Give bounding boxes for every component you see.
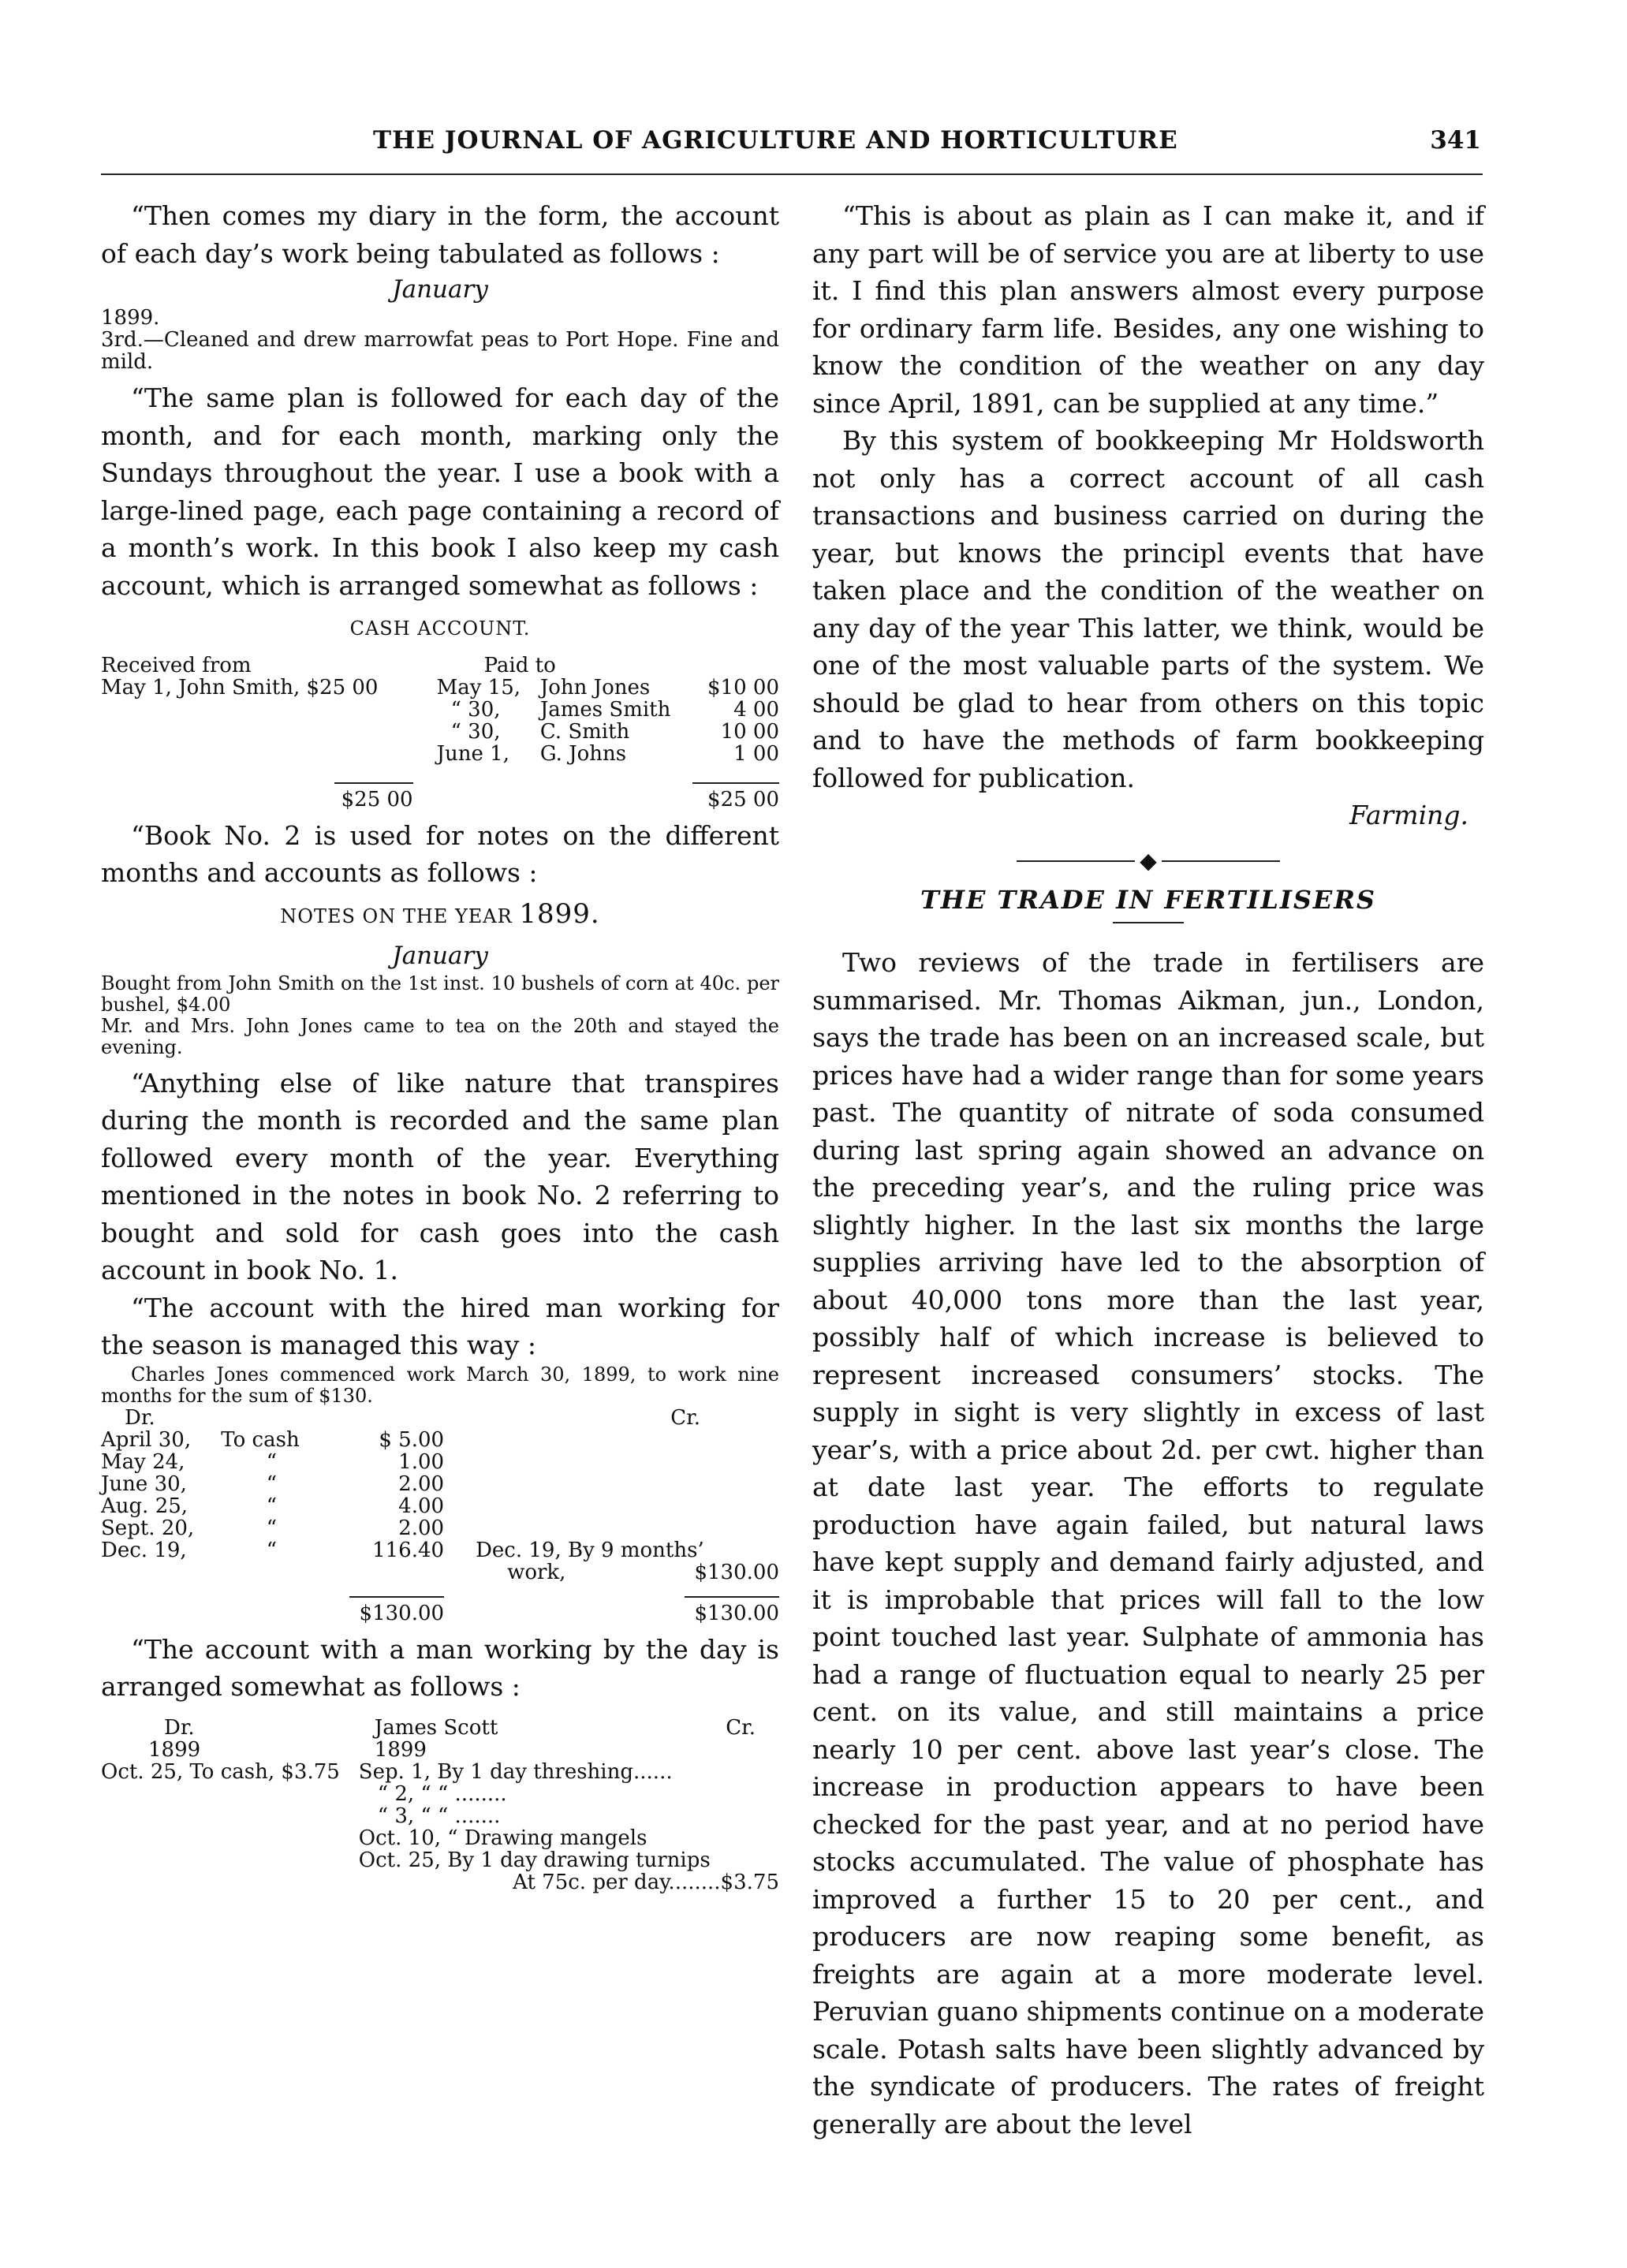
hired-credit-line: Dec. 19, By 9 months’	[476, 1538, 704, 1562]
note-entry: Bought from John Smith on the 1st inst. 10 bushels of corn at 40c. per bushel, $4.00	[101, 972, 779, 1016]
hired-amount: $ 5.00	[379, 1427, 445, 1452]
received-header: Received from	[101, 653, 252, 677]
received-entry: May 1, John Smith, $25 00	[101, 675, 379, 699]
paid-date: May 15,	[436, 675, 521, 699]
paid-name: John Jones	[539, 675, 651, 699]
total-received: $25 00	[334, 782, 413, 811]
hired-total-credit: $130.00	[685, 1596, 779, 1625]
paid-amount: 1 00	[733, 741, 779, 766]
diary-entry: 3rd.—Cleaned and drew marrowfat peas to Port Hope. Fine and mild.	[101, 328, 779, 374]
diary-year: 1899.	[101, 306, 160, 330]
left-column	[101, 197, 779, 1893]
paragraph: “Then comes my diary in the form, the account of each day’s work being tabulated as follows :	[101, 200, 779, 269]
cash-account-title: CASH ACCOUNT.	[349, 617, 531, 640]
hired-date: May 24,	[101, 1449, 185, 1474]
paid-amount: 10 00	[720, 719, 779, 744]
hired-credit-amount: $130.00	[694, 1560, 779, 1584]
hired-item: “	[266, 1472, 277, 1496]
paragraph: “The account with a man working by the day is arranged somewhat as follows :	[101, 1633, 779, 1702]
month-heading: January	[392, 941, 488, 970]
hired-item: “	[266, 1516, 277, 1540]
hired-man-account	[101, 1407, 779, 1625]
paragraph: “This is about as plain as I can make it, and if any part will be of service you are at liberty to use it. I find this plan answers almost every purpose for ordinary farm life. Besides, any one wishing to know the condition of the weather on any day since April, 1891, can be supplied at any time.”	[812, 200, 1484, 419]
section-ornament: ◆	[812, 849, 1484, 874]
debit-year: 1899	[148, 1737, 201, 1762]
paid-header: Paid to	[483, 653, 556, 677]
paid-name: G. Johns	[539, 741, 627, 766]
credit-label: Cr.	[726, 1715, 756, 1740]
notes-year: 1899.	[519, 897, 600, 930]
day-man-account	[101, 1717, 779, 1893]
section-title: THE TRADE IN FERTILISERS	[920, 885, 1377, 915]
source-signature: Farming.	[1349, 800, 1468, 830]
credit-label: Cr.	[670, 1405, 700, 1430]
day-credit-entry: “ 3, “ “ .......	[377, 1804, 501, 1828]
right-column	[812, 197, 1484, 2143]
day-credit-entry: At 75c. per day........$3.75	[513, 1870, 779, 1894]
day-credit-entry: Oct. 25, By 1 day drawing turnips	[358, 1848, 711, 1872]
hired-amount: 2.00	[398, 1472, 445, 1496]
total-paid: $25 00	[692, 782, 779, 811]
hired-item: To cash	[221, 1427, 300, 1452]
page-number: 341	[1430, 126, 1481, 155]
paragraph: “The same plan is followed for each day of the month, and for each month, marking only the Sundays throughout the year. I use a book with a large-lined page, each page containing a record of a month’s work. In this book I also keep my cash account, which is arranged somewhat as follows :	[101, 382, 779, 601]
hired-item: “	[266, 1494, 277, 1518]
hired-amount: 1.00	[398, 1449, 445, 1474]
day-debit-entry: Oct. 25, To cash, $3.75	[101, 1759, 340, 1784]
hired-amount: 116.40	[372, 1538, 445, 1562]
hired-total-debit: $130.00	[349, 1596, 444, 1625]
hired-item: “	[266, 1538, 277, 1562]
header-rule	[101, 173, 1483, 175]
paragraph: Two reviews of the trade in fertilisers are summarised. Mr. Thomas Aikman, jun., London, says the trade has been on an increased scale, but prices have had a wider range than for some years past. The quantity of nitrate of soda consumed during last spring again showed an advance on the preceding year’s, and the ruling price was slightly higher. In the last six months the large supplies arriving have led to the absorption of about 40,000 tons more than the last year, possibly half of which increase is believed to represent increased consumers’ stocks. The supply in sight is very slightly in excess of last year’s, with a price about 2d. per cwt. higher than at date last year. The efforts to regulate production have again failed, but natural laws have kept supply and demand fairly adjusted, and it is improbable that prices will fall to the low point touched last year. Sulphate of ammonia has had a range of fluctuation equal to nearly 25 per cent. on its value, and still maintains a price nearly 10 per cent. above last year’s close. The increase in production appears to have been checked for the past year, and at no period have stocks accumulated. The value of phosphate has improved a further 15 to 20 per cent., and producers are now reaping some benefit, as freights are again at a more moderate level. Peruvian guano shipments continue on a moderate scale. Potash salts have been slightly advanced by the syndicate of producers. The rates of freight generally are about the level	[812, 947, 1484, 2139]
title-rule	[1113, 922, 1184, 923]
debit-label: Dr.	[164, 1715, 195, 1740]
hired-intro: Charles Jones commenced work March 30, 1899, to work nine months for the sum of $130.	[101, 1363, 779, 1407]
paragraph: By this system of bookkeeping Mr Holdsworth not only has a correct account of all cash transactions and business carried on during the year, but knows the principl events that have taken place and the condition of the weather on any day of the year This latter, we think, would be one of the most valuable parts of the system. We should be glad to hear from others on this topic and to have the methods of farm bookkeeping followed for publication.	[812, 425, 1484, 793]
day-credit-entry: Oct. 10, “ Drawing mangels	[358, 1826, 647, 1850]
hired-credit-line: work,	[507, 1560, 566, 1584]
running-header	[101, 126, 1481, 166]
hired-date: Aug. 25,	[101, 1494, 188, 1518]
credit-year: 1899	[374, 1737, 427, 1762]
paragraph: “Book No. 2 is used for notes on the different months and accounts as follows :	[101, 819, 779, 888]
paragraph: “The account with the hired man working for the season is managed this way :	[101, 1292, 779, 1360]
day-credit-entry: Sep. 1, By 1 day threshing......	[358, 1759, 673, 1784]
hired-amount: 4.00	[398, 1494, 445, 1518]
debit-label: Dr.	[125, 1405, 155, 1430]
journal-title: THE JOURNAL OF AGRICULTURE AND HORTICULTURE	[373, 126, 1178, 155]
paid-date: “ 30,	[450, 719, 501, 744]
month-heading: January	[392, 275, 488, 304]
hired-date: June 30,	[101, 1472, 187, 1496]
hired-date: Dec. 19,	[101, 1538, 187, 1562]
paid-amount: 4 00	[733, 697, 779, 722]
paid-name: James Smith	[539, 697, 671, 722]
paragraph: “Anything else of like nature that transpires during the month is recorded and the same plan followed every month of the year. Everything mentioned in the notes in book No. 2 referring to bought and sold for cash goes into the cash account in book No. 1.	[101, 1067, 779, 1285]
hired-item: “	[266, 1449, 277, 1474]
paid-date: “ 30,	[450, 697, 501, 722]
notes-title-text: NOTES ON THE YEAR	[280, 905, 513, 927]
hired-date: Sept. 20,	[101, 1516, 195, 1540]
paid-name: C. Smith	[539, 719, 630, 744]
notes-title	[101, 898, 779, 932]
hired-date: April 30,	[101, 1427, 192, 1452]
hired-amount: 2.00	[398, 1516, 445, 1540]
note-entry: Mr. and Mrs. John Jones came to tea on the 20th and stayed the evening.	[101, 1014, 779, 1058]
paid-date: June 1,	[436, 741, 509, 766]
paid-amount: $10 00	[707, 675, 779, 699]
day-credit-entry: “ 2, “ “ ........	[377, 1781, 507, 1806]
day-man-name: James Scott	[374, 1715, 498, 1740]
cash-account-table	[101, 655, 779, 811]
